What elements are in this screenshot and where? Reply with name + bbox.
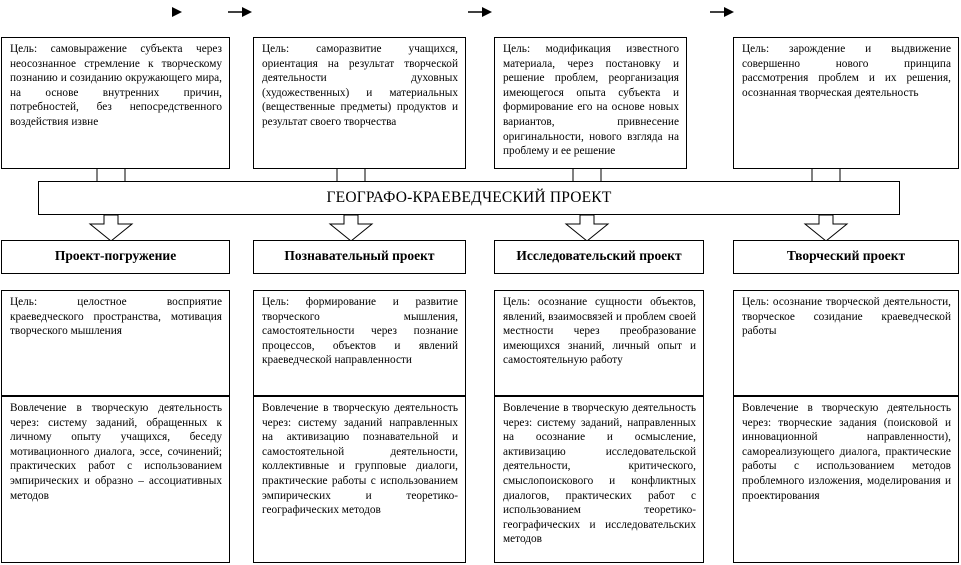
goal-box-research: Цель: модификация известного материала, через постановку и решение проблем, реорганизация имеющегося опыта субъекта и формирование его на основе новых вариантов, привнесение оригинальности, нового взгляда на проблему и ее решение [494, 37, 687, 169]
project-type-cognitive: Познавательный проект [253, 240, 466, 274]
goal-box-cognitive: Цель: саморазвитие учащихся, ориентация на результат творческой деятельности духовных (художественных) и материальных (вещественные предметы) продуктов и результат своего творчества [253, 37, 466, 169]
central-banner: ГЕОГРАФО-КРАЕВЕДЧЕСКИЙ ПРОЕКТ [38, 181, 900, 215]
project-type-research: Исследовательский проект [494, 240, 704, 274]
goal-box-immersion: Цель: самовыражение субъекта через неосознанное стремление к творческому познанию и созиданию окружающего мира, на основе внутренних причин, потребностей, без непосредственного воздействия извне [1, 37, 230, 169]
methods-research: Вовлечение в творческую деятельность через: систему заданий, направленных на осознание и осмысление, активизацию исследовательской деятельности, критического, смыслопоискового и конфликтных диалогов, практических работ с использованием теоретико-географических и исследовательских методов [494, 396, 704, 563]
goal-detail-immersion: Цель: целостное восприятие краеведческого пространства, мотивация творческого мышления [1, 290, 230, 396]
goal-detail-cognitive: Цель: формирование и развитие творческого мышления, самостоятельности через познание процессов, объектов и явлений краеведческой направленности [253, 290, 466, 396]
methods-immersion: Вовлечение в творческую деятельность через: систему заданий, обращенных к личному опыту учащихся, беседу мотивационного диалога, эссе, сочинений; практических работ с использованием эмпирических и образно – ассоциативных методов [1, 396, 230, 563]
goal-detail-creative: Цель: осознание творческой деятельности, творческое созидание краеведческой работы [733, 290, 959, 396]
goal-detail-research: Цель: осознание сущности объектов, явлений, взаимосвязей и проблем своей местности через преобразование имеющихся знаний, личный опыт и самостоятельную работу [494, 290, 704, 396]
project-type-creative: Творческий проект [733, 240, 959, 274]
methods-cognitive: Вовлечение в творческую деятельность через: систему заданий направленных на активизацию познавательной и самостоятельной деятельности, коллективные и групповые диалоги, практические работы с использованием эмпирических и теоретико-географических методов [253, 396, 466, 563]
methods-creative: Вовлечение в творческую деятельность через: творческие задания (поисковой и инновационной направленности), самореализующего диалога, практические работы с использованием методов проблемного изложения, моделирования и проектирования [733, 396, 959, 563]
goal-box-creative: Цель: зарождение и выдвижение совершенно нового принципа рассмотрения проблем и их решения, осознанная творческая деятельность [733, 37, 959, 169]
project-type-immersion: Проект-погружение [1, 240, 230, 274]
